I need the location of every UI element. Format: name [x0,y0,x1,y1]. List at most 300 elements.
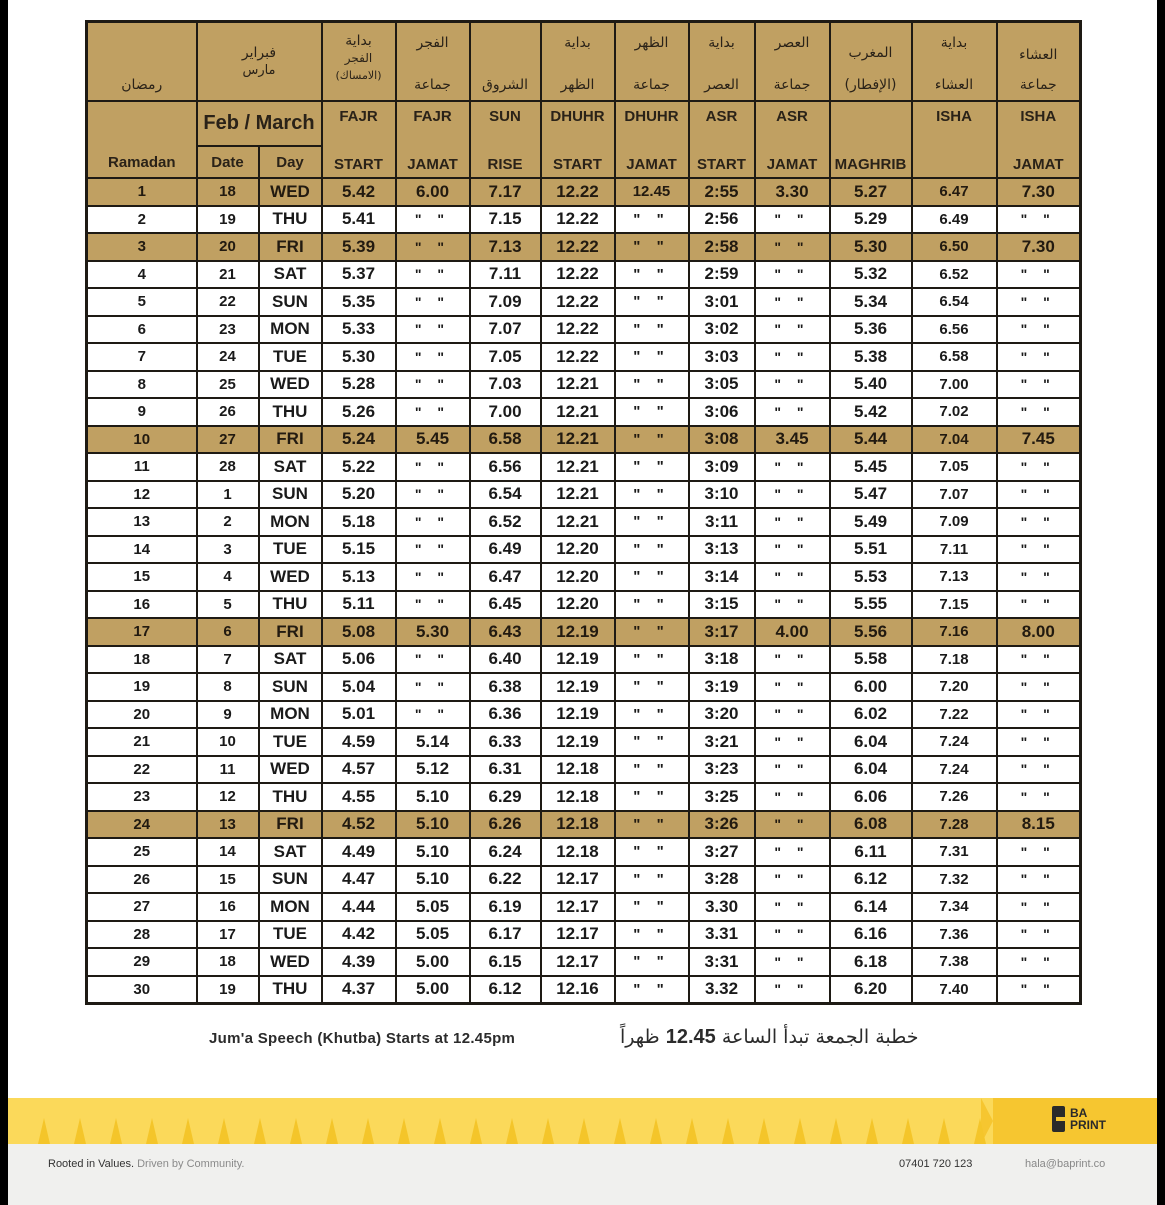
cell-sunrise: 6.19 [470,893,541,921]
cell-day: WED [259,948,322,976]
cell-dhuhr-jamat: " " [615,646,689,674]
table-row [87,756,1081,784]
cell-asr-jamat: " " [755,701,830,729]
cell-fajr-start: 4.52 [322,811,396,839]
cell-dhuhr-jamat: " " [615,893,689,921]
cell-dhuhr-jamat: " " [615,288,689,316]
cell-dhuhr-jamat: 12.45 [615,178,689,206]
cell-sunrise: 6.31 [470,756,541,784]
cell-asr-jamat: 3.30 [755,178,830,206]
cell-dhuhr-jamat: " " [615,838,689,866]
cell-dhuhr-start: 12.22 [541,178,615,206]
en-top: SUN [489,108,521,125]
cell-day: TUE [259,921,322,949]
header-maghrib-en [830,101,912,178]
cell-asr-start: 2:56 [689,206,755,234]
cell-asr-jamat: " " [755,316,830,344]
cell-dhuhr-jamat: " " [615,453,689,481]
month-ar-line1: فبراير [241,45,277,61]
en-bot: START [553,156,602,173]
cell-ramadan: 28 [87,921,197,949]
cell-isha-start: 7.02 [912,398,997,426]
band-decoration [650,1118,662,1144]
band-decoration [254,1118,266,1144]
header-day: Day [259,146,322,178]
cell-dhuhr-jamat: " " [615,508,689,536]
header-dhuhr-jamat-ar [615,22,689,102]
cell-fajr-start: 5.28 [322,371,396,399]
band-decoration [38,1118,50,1144]
cell-day: WED [259,563,322,591]
cell-fajr-jamat: " " [396,398,470,426]
cell-day: TUE [259,536,322,564]
ar-line: جماعة [414,77,451,94]
ar-line: (الامساك) [335,69,382,82]
table-row [87,261,1081,289]
cell-maghrib: 6.08 [830,811,912,839]
cell-asr-start: 3:26 [689,811,755,839]
cell-dhuhr-start: 12.22 [541,288,615,316]
band-decoration [542,1118,554,1144]
cell-sunrise: 6.43 [470,618,541,646]
cell-day: THU [259,591,322,619]
cell-date: 8 [197,673,259,701]
cell-fajr-start: 5.06 [322,646,396,674]
cell-fajr-jamat: " " [396,288,470,316]
cell-date: 1 [197,481,259,509]
cell-fajr-start: 4.42 [322,921,396,949]
cell-sunrise: 6.45 [470,591,541,619]
cell-ramadan: 13 [87,508,197,536]
cell-isha-jamat: " " [997,673,1081,701]
cell-isha-jamat: " " [997,508,1081,536]
cell-sunrise: 7.11 [470,261,541,289]
cell-asr-start: 3.30 [689,893,755,921]
cell-dhuhr-start: 12.21 [541,508,615,536]
cell-fajr-jamat: " " [396,343,470,371]
cell-asr-jamat: " " [755,811,830,839]
cell-asr-start: 3:02 [689,316,755,344]
cell-isha-jamat: " " [997,563,1081,591]
cell-dhuhr-start: 12.22 [541,316,615,344]
cell-dhuhr-start: 12.22 [541,261,615,289]
cell-dhuhr-start: 12.22 [541,233,615,261]
cell-day: TUE [259,343,322,371]
cell-maghrib: 5.58 [830,646,912,674]
cell-dhuhr-start: 12.21 [541,453,615,481]
cell-sunrise: 7.17 [470,178,541,206]
cell-isha-start: 6.49 [912,206,997,234]
cell-fajr-jamat: " " [396,261,470,289]
cell-fajr-jamat: " " [396,591,470,619]
cell-dhuhr-start: 12.19 [541,728,615,756]
khutba-ar-suffix: ظهراً [620,1026,660,1048]
band-decoration [434,1118,446,1144]
table-row [87,893,1081,921]
cell-fajr-start: 4.47 [322,866,396,894]
cell-ramadan: 1 [87,178,197,206]
header-isha-start-en [912,101,997,178]
cell-isha-start: 6.47 [912,178,997,206]
cell-sunrise: 6.12 [470,976,541,1004]
cell-asr-start: 2:55 [689,178,755,206]
cell-dhuhr-start: 12.21 [541,398,615,426]
band-decoration [614,1118,626,1144]
band-decoration [686,1118,698,1144]
table-row [87,536,1081,564]
cell-asr-jamat: " " [755,481,830,509]
cell-fajr-start: 5.15 [322,536,396,564]
ar-line: جماعة [773,77,811,94]
cell-dhuhr-jamat: " " [615,673,689,701]
cell-dhuhr-start: 12.21 [541,481,615,509]
band-decoration [470,1118,482,1144]
cell-sunrise: 6.29 [470,783,541,811]
cell-asr-jamat: " " [755,233,830,261]
cell-asr-jamat: " " [755,838,830,866]
cell-dhuhr-jamat: " " [615,618,689,646]
table-row [87,316,1081,344]
cell-date: 25 [197,371,259,399]
cell-isha-start: 7.15 [912,591,997,619]
cell-isha-jamat: 7.45 [997,426,1081,454]
cell-fajr-start: 5.39 [322,233,396,261]
cell-fajr-jamat: 5.30 [396,618,470,646]
cell-ramadan: 22 [87,756,197,784]
cell-asr-jamat: 4.00 [755,618,830,646]
band-decoration [578,1118,590,1144]
cell-dhuhr-jamat: " " [615,536,689,564]
cell-asr-jamat: " " [755,591,830,619]
cell-date: 16 [197,893,259,921]
cell-asr-start: 3:17 [689,618,755,646]
cell-fajr-jamat: 5.45 [396,426,470,454]
cell-fajr-jamat: 5.10 [396,838,470,866]
table-row [87,618,1081,646]
cell-isha-jamat: 7.30 [997,178,1081,206]
cell-fajr-start: 5.22 [322,453,396,481]
cell-dhuhr-jamat: " " [615,811,689,839]
cell-day: WED [259,756,322,784]
cell-asr-start: 3:23 [689,756,755,784]
en-top: ASR [705,108,738,125]
header-maghrib-ar [830,22,912,102]
cell-day: MON [259,508,322,536]
ar-line: الفجر [416,35,449,51]
cell-asr-start: 3:15 [689,591,755,619]
logo-line2: PRINT [1070,1118,1106,1132]
en-bot: START [334,156,383,173]
cell-dhuhr-jamat: " " [615,756,689,784]
cell-ramadan: 24 [87,811,197,839]
ar-line: العصر [774,35,810,51]
cell-date: 20 [197,233,259,261]
header-sunrise-ar [470,22,541,102]
footer-yellow-band [8,1098,1157,1144]
ar-line: بداية [564,35,591,51]
table-row [87,481,1081,509]
cell-asr-start: 3.32 [689,976,755,1004]
cell-dhuhr-start: 12.16 [541,976,615,1004]
right-edge-border [1157,0,1165,1205]
cell-isha-jamat: " " [997,866,1081,894]
cell-isha-jamat: " " [997,343,1081,371]
cell-isha-start: 6.52 [912,261,997,289]
cell-day: SUN [259,866,322,894]
cell-fajr-start: 5.26 [322,398,396,426]
band-decoration [398,1118,410,1144]
band-decoration [866,1118,878,1144]
cell-asr-jamat: " " [755,673,830,701]
cell-asr-jamat: " " [755,646,830,674]
khutba-note [0,1026,1165,1052]
cell-fajr-start: 5.08 [322,618,396,646]
cell-maghrib: 5.47 [830,481,912,509]
cell-day: THU [259,206,322,234]
cell-sunrise: 6.15 [470,948,541,976]
cell-fajr-jamat: 5.10 [396,866,470,894]
ar-line: المغرب [848,45,893,61]
footer-tagline [48,1158,244,1170]
cell-dhuhr-jamat: " " [615,206,689,234]
cell-asr-jamat: " " [755,398,830,426]
cell-day: MON [259,701,322,729]
cell-isha-jamat: " " [997,728,1081,756]
cell-dhuhr-jamat: " " [615,343,689,371]
table-row [87,646,1081,674]
cell-maghrib: 6.14 [830,893,912,921]
band-decoration [974,1118,986,1144]
cell-isha-start: 7.36 [912,921,997,949]
cell-ramadan: 11 [87,453,197,481]
cell-day: WED [259,178,322,206]
table-row [87,811,1081,839]
cell-date: 23 [197,316,259,344]
cell-dhuhr-start: 12.18 [541,811,615,839]
cell-isha-jamat: " " [997,481,1081,509]
baprint-logo-icon [1052,1106,1065,1132]
khutba-note-en: Jum'a Speech (Khutba) Starts at 12.45pm [209,1030,516,1047]
en-top: DHUHR [624,108,679,125]
cell-dhuhr-jamat: " " [615,948,689,976]
cell-asr-start: 3:20 [689,701,755,729]
cell-sunrise: 7.13 [470,233,541,261]
cell-date: 28 [197,453,259,481]
header-fajr-start-ar [322,22,396,102]
cell-sunrise: 6.54 [470,481,541,509]
ar-line: الظهر [560,77,595,94]
cell-dhuhr-jamat: " " [615,728,689,756]
cell-dhuhr-jamat: " " [615,426,689,454]
cell-asr-start: 3:11 [689,508,755,536]
cell-ramadan: 9 [87,398,197,426]
cell-isha-start: 7.38 [912,948,997,976]
header-asr-start-en [689,101,755,178]
cell-dhuhr-jamat: " " [615,481,689,509]
cell-fajr-jamat: " " [396,233,470,261]
band-decoration [794,1118,806,1144]
cell-sunrise: 7.15 [470,206,541,234]
band-decoration [290,1118,302,1144]
cell-date: 17 [197,921,259,949]
header-isha-jamat-en [997,101,1081,178]
cell-isha-start: 7.28 [912,811,997,839]
band-decoration [362,1118,374,1144]
ar-line: بداية [940,35,968,51]
cell-asr-start: 3:13 [689,536,755,564]
khutba-ar-prefix: خطبة الجمعة تبدأ الساعة [721,1026,919,1048]
header-asr-jamat-en [755,101,830,178]
cell-fajr-jamat: 5.00 [396,948,470,976]
cell-fajr-jamat: " " [396,563,470,591]
cell-maghrib: 5.34 [830,288,912,316]
cell-dhuhr-start: 12.20 [541,591,615,619]
cell-fajr-start: 5.20 [322,481,396,509]
cell-maghrib: 6.02 [830,701,912,729]
cell-dhuhr-start: 12.21 [541,371,615,399]
en-top: ISHA [936,108,972,125]
cell-day: MON [259,893,322,921]
cell-asr-start: 3.31 [689,921,755,949]
ramadan-timetable [85,20,1082,1005]
cell-maghrib: 5.56 [830,618,912,646]
cell-dhuhr-start: 12.21 [541,426,615,454]
cell-date: 18 [197,948,259,976]
cell-dhuhr-start: 12.19 [541,673,615,701]
en-bot: JAMAT [626,156,677,173]
band-decoration [182,1118,194,1144]
en-top: ASR [776,108,808,125]
table-row [87,288,1081,316]
cell-date: 15 [197,866,259,894]
cell-fajr-jamat: 5.05 [396,921,470,949]
table-row [87,976,1081,1004]
header-dhuhr-start-ar [541,22,615,102]
cell-isha-jamat: " " [997,838,1081,866]
cell-ramadan: 21 [87,728,197,756]
cell-maghrib: 5.53 [830,563,912,591]
cell-maghrib: 5.30 [830,233,912,261]
cell-isha-start: 7.32 [912,866,997,894]
cell-maghrib: 5.45 [830,453,912,481]
cell-fajr-jamat: 5.10 [396,783,470,811]
cell-isha-jamat: " " [997,893,1081,921]
cell-maghrib: 5.36 [830,316,912,344]
cell-ramadan: 8 [87,371,197,399]
cell-sunrise: 6.33 [470,728,541,756]
cell-fajr-jamat: 5.12 [396,756,470,784]
ar-line: بداية [345,33,372,49]
cell-isha-start: 6.50 [912,233,997,261]
cell-fajr-start: 5.04 [322,673,396,701]
cell-fajr-start: 4.37 [322,976,396,1004]
cell-fajr-start: 5.41 [322,206,396,234]
cell-isha-jamat: " " [997,453,1081,481]
cell-sunrise: 6.36 [470,701,541,729]
cell-day: FRI [259,618,322,646]
cell-dhuhr-jamat: " " [615,701,689,729]
khutba-note-ar [620,1026,918,1049]
cell-isha-start: 7.09 [912,508,997,536]
cell-fajr-jamat: 6.00 [396,178,470,206]
cell-dhuhr-jamat: " " [615,921,689,949]
table-row [87,178,1081,206]
cell-date: 11 [197,756,259,784]
cell-sunrise: 7.05 [470,343,541,371]
band-decoration [938,1118,950,1144]
cell-sunrise: 7.00 [470,398,541,426]
cell-sunrise: 6.40 [470,646,541,674]
cell-asr-jamat: " " [755,728,830,756]
cell-dhuhr-start: 12.19 [541,618,615,646]
cell-dhuhr-jamat: " " [615,261,689,289]
cell-date: 12 [197,783,259,811]
cell-dhuhr-jamat: " " [615,783,689,811]
cell-ramadan: 16 [87,591,197,619]
cell-asr-jamat: " " [755,536,830,564]
cell-fajr-jamat: " " [396,316,470,344]
cell-asr-start: 3:08 [689,426,755,454]
table-row [87,591,1081,619]
cell-maghrib: 5.38 [830,343,912,371]
khutba-ar-time: 12.45 [665,1026,716,1048]
header-date: Date [197,146,259,178]
cell-asr-start: 3:05 [689,371,755,399]
cell-maghrib: 5.44 [830,426,912,454]
cell-isha-start: 7.04 [912,426,997,454]
cell-asr-start: 3:21 [689,728,755,756]
cell-dhuhr-jamat: " " [615,866,689,894]
cell-fajr-start: 4.44 [322,893,396,921]
cell-asr-start: 3:31 [689,948,755,976]
cell-isha-start: 7.00 [912,371,997,399]
tagline-bold: Rooted in Values. [48,1158,135,1170]
cell-ramadan: 15 [87,563,197,591]
cell-date: 5 [197,591,259,619]
table-row [87,783,1081,811]
cell-ramadan: 7 [87,343,197,371]
table-row [87,563,1081,591]
header-feb-march: Feb / March [197,101,322,146]
cell-day: FRI [259,233,322,261]
cell-asr-jamat: " " [755,206,830,234]
ar-line: العصر [704,77,739,94]
table-row [87,948,1081,976]
cell-fajr-jamat: " " [396,536,470,564]
cell-asr-jamat: 3.45 [755,426,830,454]
cell-maghrib: 5.49 [830,508,912,536]
cell-fajr-start: 5.37 [322,261,396,289]
cell-isha-jamat: " " [997,398,1081,426]
logo-line1: BA [1070,1106,1088,1120]
cell-sunrise: 6.58 [470,426,541,454]
cell-asr-start: 3:18 [689,646,755,674]
band-decoration [722,1118,734,1144]
left-edge-border [0,0,8,1205]
cell-isha-jamat: " " [997,371,1081,399]
cell-maghrib: 5.27 [830,178,912,206]
ar-line: الفجر [344,51,373,65]
cell-maghrib: 6.04 [830,756,912,784]
cell-isha-jamat: " " [997,536,1081,564]
cell-day: SUN [259,481,322,509]
cell-dhuhr-jamat: " " [615,591,689,619]
cell-date: 6 [197,618,259,646]
cell-asr-start: 3:19 [689,673,755,701]
cell-isha-start: 7.16 [912,618,997,646]
cell-date: 3 [197,536,259,564]
cell-maghrib: 5.42 [830,398,912,426]
